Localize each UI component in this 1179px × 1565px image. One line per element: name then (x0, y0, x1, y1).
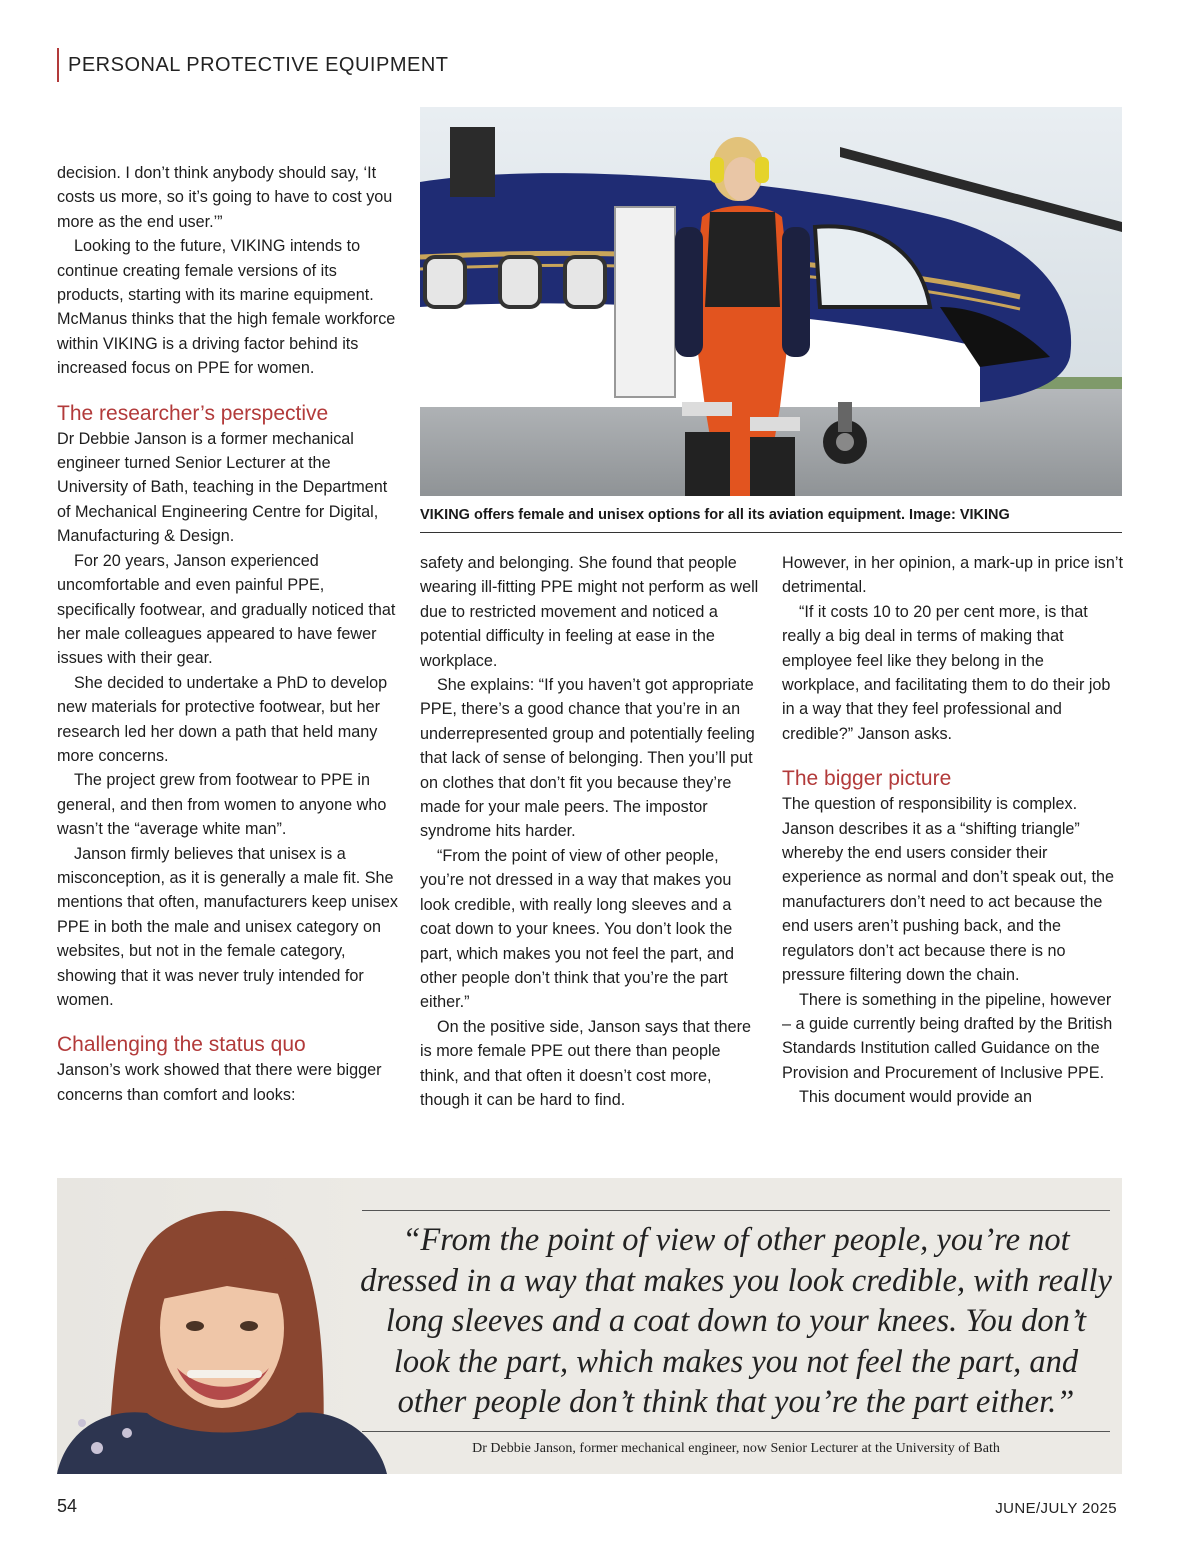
paragraph: The project grew from footwear to PPE in general, and then from women to anyone who wasn’t the “average white man”. (57, 771, 387, 839)
article-column-2 (420, 551, 763, 1112)
paragraph: Looking to the future, VIKING intends to continue creating female versions of its products, starting with its marine equipment. McManus thinks that the high female workforce within VIKING is a driving factor behind its increased focus on PPE for women. (57, 237, 396, 378)
paragraph: However, in her opinion, a mark-up in price isn’t detrimental. (782, 554, 1123, 597)
paragraph: She explains: “If you haven’t got appropriate PPE, there’s a good chance that you’re in an underrepresented group and potentially feeling that lack of sense of belonging. Then you’ll put on clothes that don’t fit you because they’re made for your male peers. The impostor syndrome hits harder. (420, 676, 755, 841)
paragraph: She decided to undertake a PhD to develop new materials for protective footwear, but her research led her down a path that held many more concerns. (57, 673, 388, 765)
pull-quote-text: “From the point of view of other people, you’re not dressed in a way that makes you look credible, with really long sleeves and a coat down to your knees. You don’t look the part, which makes you not feel the part, and other people don’t think that you’re the part either.” (360, 1222, 1112, 1421)
article-column-3 (782, 551, 1124, 1110)
paragraph: Janson’s work showed that there were bigger concerns than comfort and looks: (57, 1061, 382, 1104)
paragraph: decision. I don’t think anybody should say, ‘It costs us more, so it’s going to have to cost you more as the end user.’” (57, 164, 393, 231)
paragraph: Janson firmly believes that unisex is a misconception, as it is generally a male fit. She mentions that often, manufacturers keep unisex PPE in both the male and unisex category on websites, but not in the female category, showing that it was never truly intended for women. (57, 844, 399, 1009)
article-column-1 (57, 161, 402, 1107)
helicopter-photo (420, 107, 1122, 496)
page-number: 54 (57, 1496, 78, 1516)
pull-quote-box (57, 1178, 1122, 1474)
portrait-photo (57, 1178, 387, 1474)
issue-date: JUNE/JULY 2025 (995, 1500, 1117, 1517)
section-header: PERSONAL PROTECTIVE EQUIPMENT (57, 48, 449, 82)
pull-quote-attribution: Dr Debbie Janson, former mechanical engineer, now Senior Lecturer at the University of Bath (472, 1441, 1000, 1456)
paragraph: “From the point of view of other people, you’re not dressed in a way that makes you look credible, with really long sleeves and a coat down to your knees. You don’t look the part, which makes you not feel the part, and other people don’t think that you’re the part either.” (420, 846, 735, 1012)
quote-top-rule (362, 1210, 1110, 1211)
paragraph: There is something in the pipeline, however – a guide currently being drafted by the British Standards Institution called Guidance on the Provision and Procurement of Inclusive PPE. (782, 990, 1113, 1082)
paragraph: “If it costs 10 to 20 per cent more, is that really a big deal in terms of making that employee feel like they belong in the workplace, and facilitating them to do their job in a way that they feel professional and credible?” Janson asks. (782, 602, 1111, 743)
subheading-challenging-status-quo: Challenging the status quo (57, 1033, 306, 1057)
subheading-bigger-picture: The bigger picture (782, 767, 952, 791)
paragraph: Dr Debbie Janson is a former mechanical engineer turned Senior Lecturer at the University of Bath, teaching in the Department of Mechanical Engineering Centre for Digital, Manufacturing & Design. (57, 429, 388, 546)
paragraph: safety and belonging. She found that people wearing ill-fitting PPE might not perform as well due to restricted movement and noticed a potential difficulty in feeling at ease in the workplace. (420, 554, 759, 670)
subheading-researchers-perspective: The researcher’s perspective (57, 401, 329, 425)
paragraph: The question of responsibility is complex. Janson describes it as a “shifting triangle” whereby the end users consider their experience as normal and don’t speak out, the manufacturers don’t need to act because the end users aren’t pushing back, and the regulators don’t act because there is no pressure filtering down the chain. (782, 795, 1115, 985)
paragraph: On the positive side, Janson says that there is more female PPE out there than people think, and that often it doesn’t cost more, though it can be hard to find. (420, 1017, 752, 1109)
paragraph: This document would provide an (799, 1088, 1033, 1107)
photo-caption: VIKING offers female and unisex options for all its aviation equipment. Image: VIKING (420, 503, 1122, 533)
paragraph: For 20 years, Janson experienced uncomfortable and even painful PPE, specifically footwear, and gradually noticed that her male colleagues appeared to have fewer issues with their gear. (57, 551, 396, 668)
quote-bottom-rule (362, 1431, 1110, 1432)
